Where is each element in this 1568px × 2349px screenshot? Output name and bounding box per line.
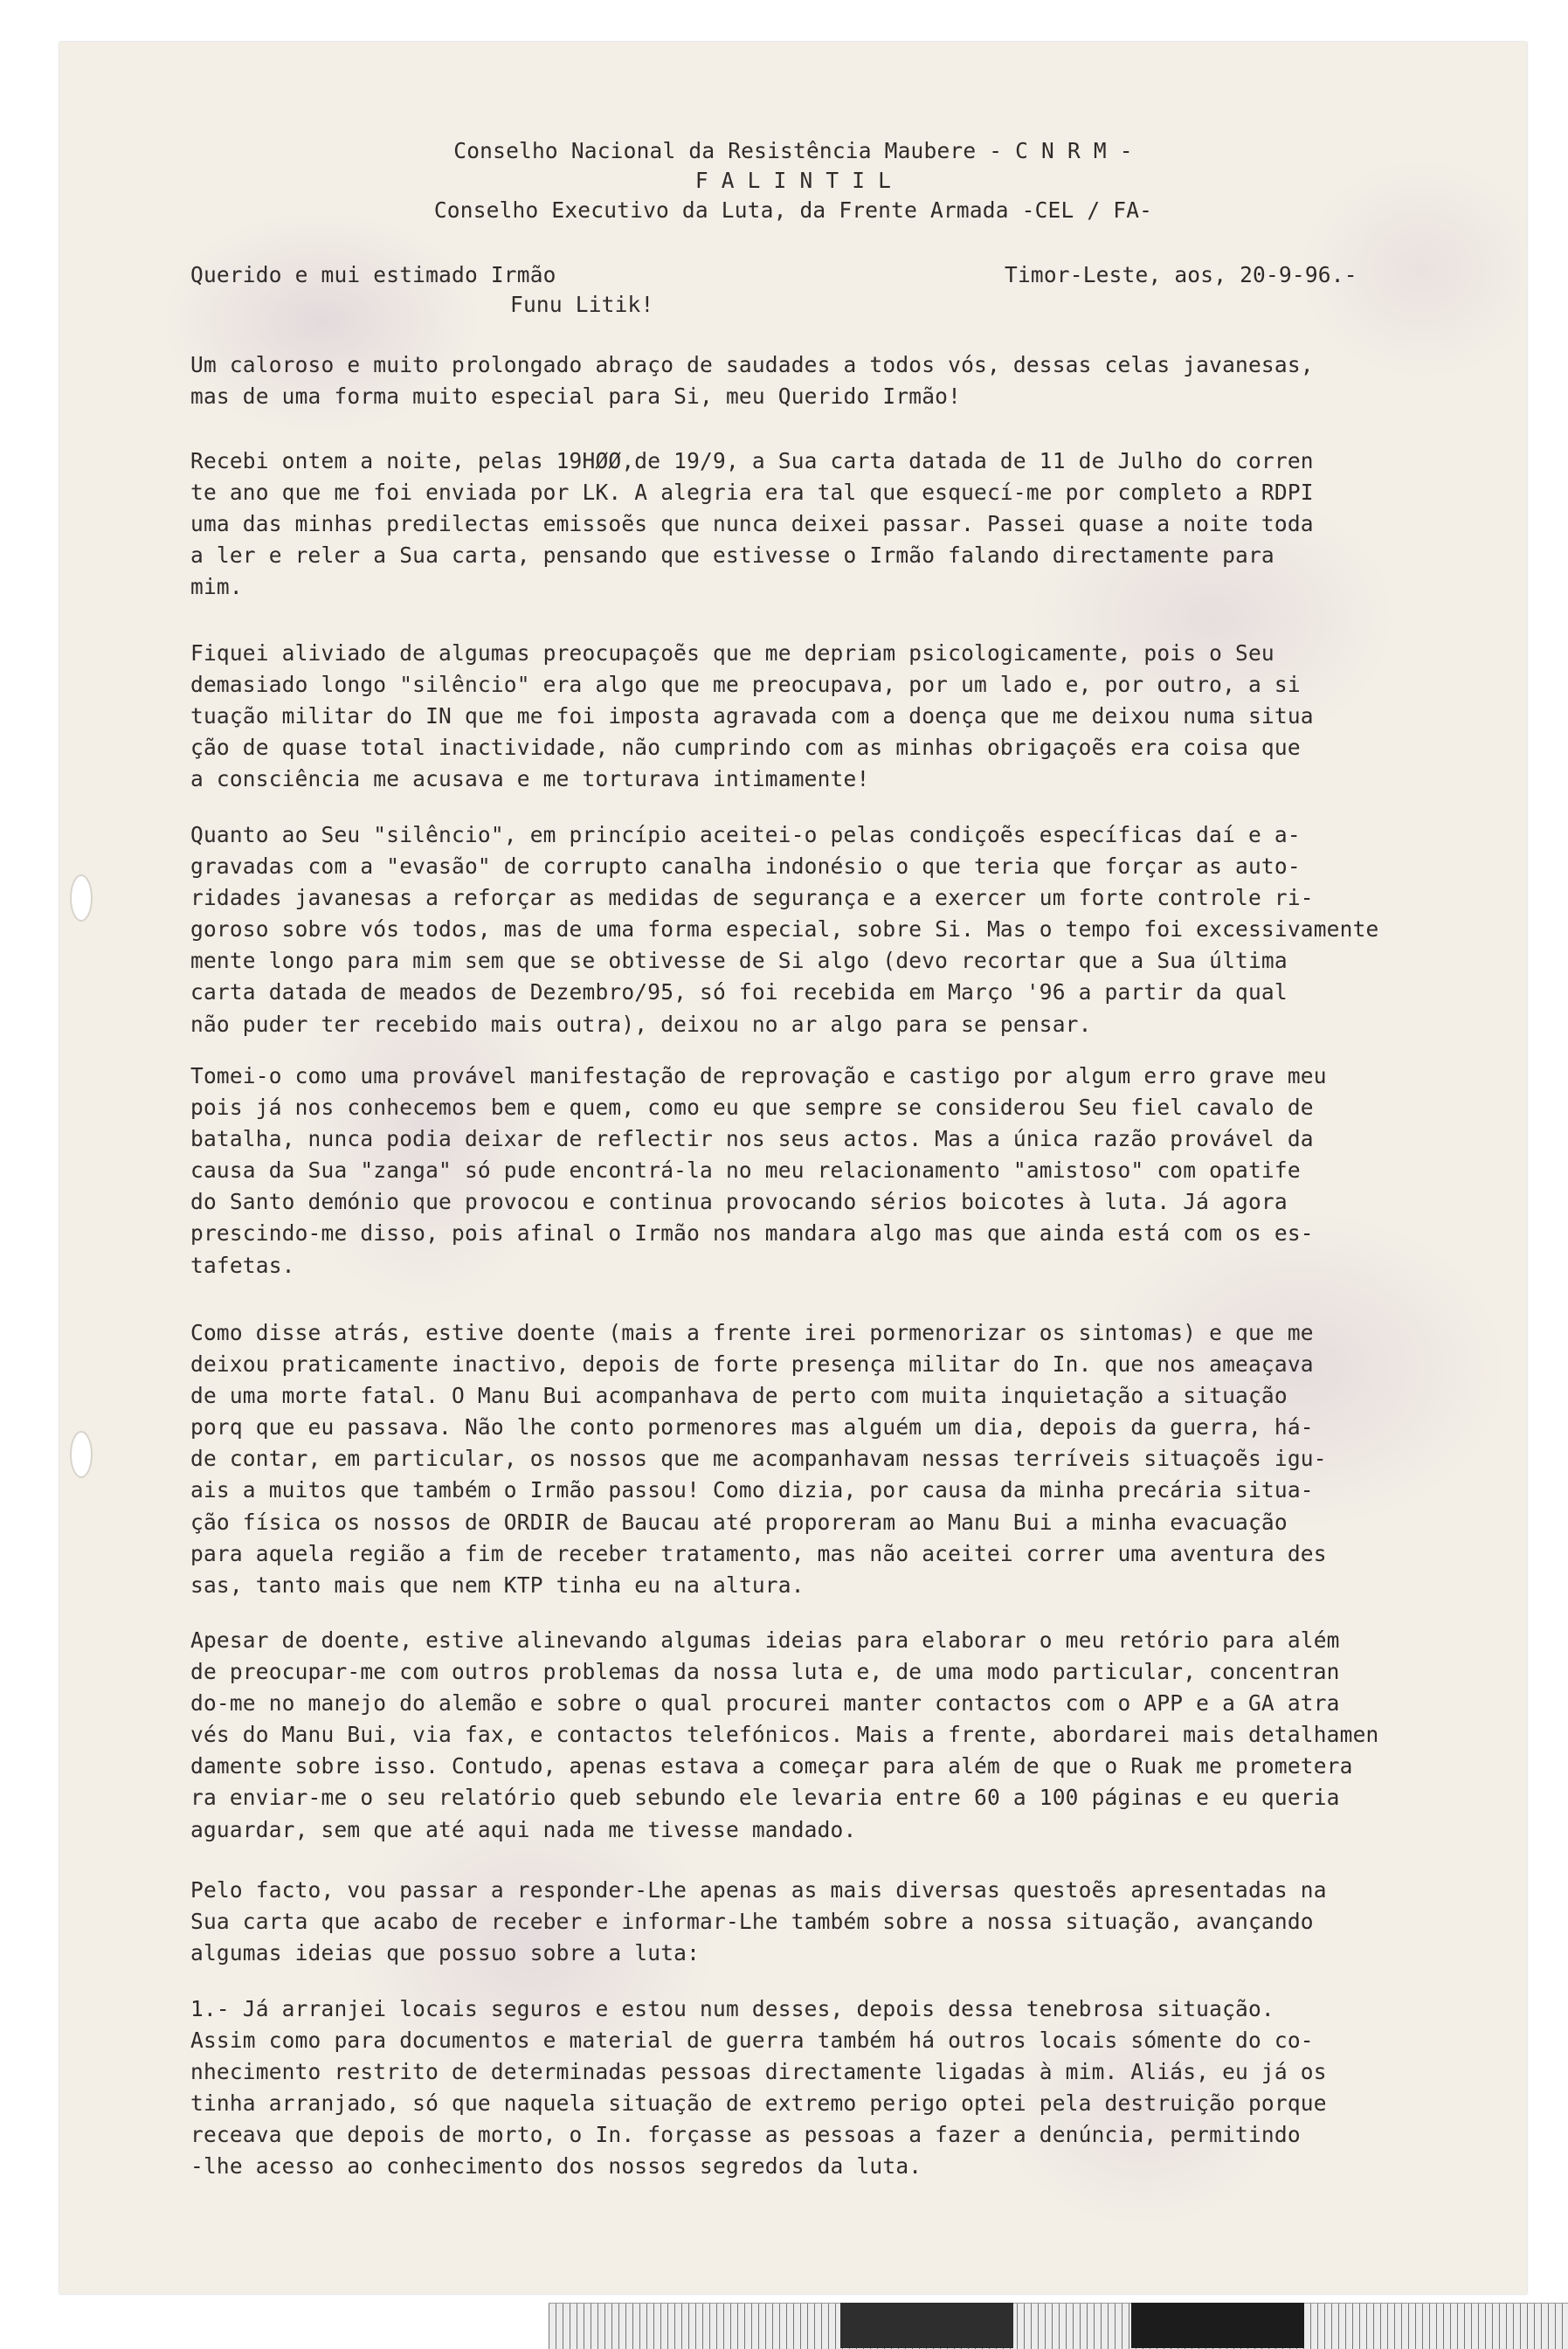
color-calibration-block [840,2303,1013,2348]
punch-hole [70,874,93,922]
paragraph: Recebi ontem a noite, pelas 19HØØ,de 19/9, a Sua carta datada de 11 de Julho do corren te ano que me foi enviada por LK. A alegria era tal que esquecí-me por completo a RDPI uma das minhas predilectas emissoẽs que nunca deixei passar. Passei quase a noite toda a ler e reler a Sua carta, pensando que estivesse o Irmão falando directamente para mim. [190,448,1314,600]
punch-hole [70,1431,93,1478]
scale-ruler [549,2303,1568,2349]
letterhead-line-2: F A L I N T I L [694,168,892,193]
greeting: Querido e mui estimado Irmão [190,262,556,287]
letterhead-line-1: Conselho Nacional da Resistência Maubere - C N R M - [453,138,1133,163]
paragraph: Fiquei aliviado de algumas preocupaçoẽs que me depriam psicologicamente, pois o Seu demasiado longo "silêncio" era algo que me preocupava, por um lado e, por outro, a si tuação militar do IN que me foi imposta agravada com a doença que me deixou numa situa ção de quase total inactividade, não cumprindo com as minhas obrigaçoẽs era coisa que a consciência me acusava e me torturava intimamente! [190,640,1314,792]
paragraph: Tomei-o como uma provável manifestação de reprovação e castigo por algum erro grave meu pois já nos conhecemos bem e quem, como eu que sempre se considerou Seu fiel cavalo de batalha, nunca podia deixar de reflectir nos seus actos. Mas a única razão provável da causa da Sua "zanga" só pude encontrá-la no meu relacionamento "amistoso" com opatife do Santo demónio que provocou e continua provocando sérios boicotes à luta. Já agora prescindo-me disso, pois afinal o Irmão nos mandara algo mas que ainda está com os es- tafetas. [190,1063,1327,1278]
numbered-point-1: 1.- Já arranjei locais seguros e estou num desses, depois dessa tenebrosa situação. Assim como para documentos e material de guerra também há outros locais sómente do co- nhecimento restrito de determinadas pessoas directamente ligadas à mim. Aliás, eu já os tinha arranjado, só que naquela situação de extremo perigo optei pela destruição porque receava que depois de morto, o In. forçasse as pessoas a fazer a denúncia, permitindo -lhe acesso ao conhecimento dos nossos segredos da luta. [190,1996,1327,2180]
paragraph: Pelo facto, vou passar a responder-Lhe apenas as mais diversas questoẽs apresentadas na Sua carta que acabo de receber e informar-Lhe também sobre a nossa situação, avançando algumas ideias que possuo sobre a luta: [190,1877,1327,1966]
letterhead-line-3: Conselho Executivo da Luta, da Frente Armada -CEL / FA- [433,197,1153,223]
addressee: Funu Litik! [510,292,654,317]
paragraph: Apesar de doente, estive alinevando algumas ideias para elaborar o meu retório para além de preocupar-me com outros problemas da nossa luta e, de uma modo particular, concentran do-me no manejo do alemão e sobre o qual procurei manter contactos com o APP e a GA atra vés do Manu Bui, via fax, e contactos telefónicos. Mais a frente, abordarei mais detalhamen damente sobre isso. Contudo, apenas estava a começar para além de que o Ruak me prometera ra enviar-me o seu relatório queb sebundo ele levaria entre 60 a 100 páginas e eu queria aguardar, sem que até aqui nada me tivesse mandado. [190,1627,1379,1842]
place-date: Timor-Leste, aos, 20-9-96.- [1005,262,1357,287]
letter-page [59,42,1527,2294]
paragraph: Quanto ao Seu "silêncio", em princípio aceitei-o pelas condiçoẽs específicas daí e a- gravadas com a "evasão" de corrupto canalha indonésio o que teria que forçar as auto- ridades javanesas a reforçar as medidas de segurança e a exercer um forte controle ri- goroso sobre vós todos, mas de uma forma especial, sobre Si. Mas o tempo foi excessivamente mente longo para mim sem que se obtivesse de Si algo (devo recortar que a Sua última carta datada de meados de Dezembro/95, só foi recebida em Março '96 a partir da qual não puder ter recebido mais outra), deixou no ar algo para se pensar. [190,822,1379,1037]
paragraph: Um caloroso e muito prolongado abraço de saudades a todos vós, dessas celas javanesas, mas de uma forma muito especial para Si, meu Querido Irmão! [190,352,1314,410]
paragraph: Como disse atrás, estive doente (mais a frente irei pormenorizar os sintomas) e que me deixou praticamente inactivo, depois de forte presença militar do In. que nos ameaçava de uma morte fatal. O Manu Bui acompanhava de perto com muita inquietação a situação porq que eu passava. Não lhe conto pormenores mas alguém um dia, depois da guerra, há- de contar, em particular, os nossos que me acompanhavam nessas terríveis situaçoẽs igu- ais a muitos que também o Irmão passou! Como dizia, por causa da minha precária situa- ção física os nossos de ORDIR de Baucau até proporeram ao Manu Bui a minha evacuação para aquela região a fim de receber tratamento, mas não aceitei correr uma aventura des sas, tanto mais que nem KTP tinha eu na altura. [190,1320,1327,1598]
color-calibration-block [1131,2303,1304,2348]
